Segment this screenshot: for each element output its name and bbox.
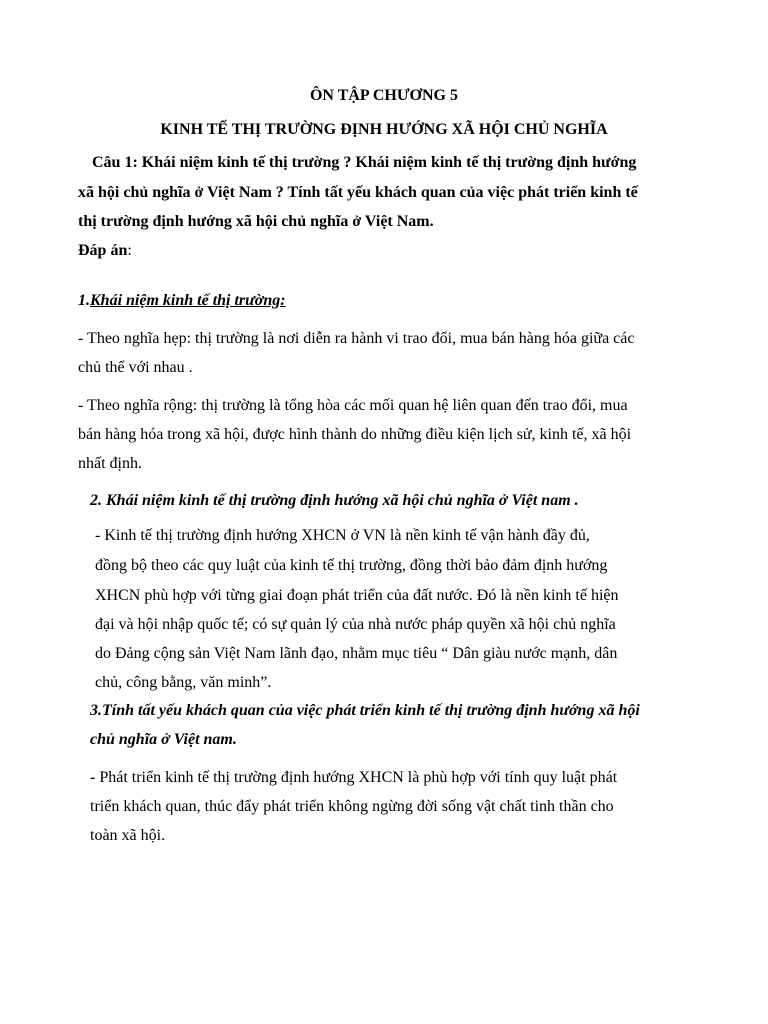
section-2-line-3: XHCN phù hợp với từng giai đoạn phát triển của đất nước. Đó là nền kinh tế hiện — [95, 587, 619, 604]
question-line-1: Câu 1: Khái niệm kinh tế thị trường ? Khái niệm kinh tế thị trường định hướng — [92, 154, 637, 171]
section-2-line-2: đồng bộ theo các quy luật của kinh tế thị trường, đồng thời bảo đảm định hướng — [95, 557, 608, 574]
section-1-p1-line-1: - Theo nghĩa hẹp: thị trường là nơi diễn ra hành vi trao đổi, mua bán hàng hóa giữa các — [78, 330, 635, 347]
section-3-heading-line-2: chủ nghĩa ở Việt nam. — [90, 731, 237, 748]
section-1-title: Khái niệm kinh tế thị trường: — [90, 292, 286, 309]
section-2-line-6: chủ, công bằng, văn minh”. — [95, 674, 272, 691]
section-1-p2-line-1: - Theo nghĩa rộng: thị trường là tổng hòa các mối quan hệ liên quan đến trao đổi, mua — [78, 397, 628, 414]
answer-label: Đáp án — [78, 242, 128, 259]
section-2-line-5: do Đảng cộng sản Việt Nam lãnh đạo, nhằm mục tiêu “ Dân giàu nước mạnh, dân — [95, 645, 618, 662]
section-1-p2-line-2: bán hàng hóa trong xã hội, được hình thành do những điều kiện lịch sử, kinh tế, xã hội — [78, 426, 632, 443]
section-3-line-1 — [90, 768, 617, 788]
section-1-number: 1. — [78, 292, 90, 309]
chapter-subtitle: KINH TẾ THỊ TRƯỜNG ĐỊNH HƯỚNG XÃ HỘI CHỦ NGHĨA — [160, 121, 608, 138]
question-line-3: thị trường định hướng xã hội chủ nghĩa ở Việt Nam. — [78, 213, 434, 230]
section-1-p2-line-3: nhất định. — [78, 455, 142, 472]
section-3-line-1-text: Phát triển kinh tế thị trường định hướng XHCN là phù hợp với tính quy luật phát — [95, 769, 618, 786]
section-2-heading: 2. Khái niệm kinh tế thị trường định hướng xã hội chủ nghĩa ở Việt nam . — [90, 492, 579, 509]
section-2-line-4: đại và hội nhập quốc tế; có sự quản lý của nhà nước pháp quyền xã hội chủ nghĩa — [95, 616, 616, 633]
question-line-2: xã hội chủ nghĩa ở Việt Nam ? Tính tất yếu khách quan của việc phát triển kinh tế — [78, 184, 638, 201]
section-3-heading-line-1: 3.Tính tất yếu khách quan của việc phát triển kinh tế thị trường định hướng xã hội — [90, 702, 640, 719]
answer-label-line — [78, 241, 132, 261]
section-1-heading — [78, 291, 286, 311]
section-3-line-3: toàn xã hội. — [90, 827, 166, 844]
section-3-line-2: triển khách quan, thúc đẩy phát triển không ngừng đời sống vật chất tinh thần cho — [90, 798, 614, 815]
chapter-title: ÔN TẬP CHƯƠNG 5 — [309, 87, 458, 104]
section-2-line-1: - Kinh tế thị trường định hướng XHCN ở VN là nền kinh tế vận hành đầy đủ, — [95, 527, 590, 544]
section-1-p1-line-2: chủ thể với nhau . — [78, 359, 193, 376]
answer-colon: : — [127, 242, 132, 259]
section-3-dash: - — [90, 769, 96, 786]
